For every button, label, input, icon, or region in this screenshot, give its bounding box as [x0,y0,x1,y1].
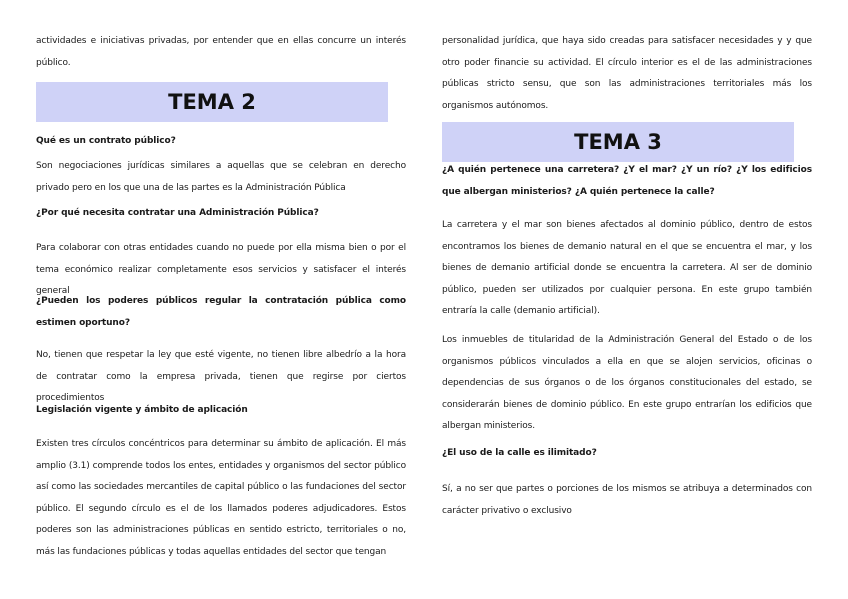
question-necesita-contratar: ¿Por qué necesita contratar una Administración Pública? [36,208,319,218]
answer-pueden-regular: No, tienen que respetar la ley que esté vigente, no tienen libre albedrío a la hora de contratar como la empresa privada, tienen que regirse por ciertos procedimientos [36,350,406,403]
answer-necesita-contratar: Para colaborar con otras entidades cuando no puede por ella misma bien o por el tema económico realizar completamente esos servicios y satisfacer el interés general [36,243,406,296]
answer-contrato-publico: Son negociaciones jurídicas similares a aquellas que se celebran en derecho privado pero en los que una de las partes es la Administración Pública [36,161,406,193]
question-a-quien-pertenece: ¿A quién pertenece una carretera? ¿Y el mar? ¿Y un río? ¿Y los edificios que albergan ministerios? ¿A quién pertenece la calle? [442,165,812,197]
answer-carretera-mar: La carretera y el mar son bienes afectados al dominio público, dentro de estos encontramos los bienes de demanio natural en el que se encuentra el mar, y los bienes de demanio artificial donde se encuentra la carretera. Al ser de dominio público, pueden ser utilizados por cualquier persona. En este grupo también entraría la calle (demanio artificial). [442,220,812,316]
tema-3-heading: TEMA 3 [442,122,794,162]
intro-paragraph: actividades e iniciativas privadas, por entender que en ellas concurre un interés público. [36,36,406,68]
answer-uso-calle: Sí, a no ser que partes o porciones de los mismos se atribuya a determinados con carácter privativo o exclusivo [442,484,812,516]
heading-legislacion-vigente: Legislación vigente y ámbito de aplicación [36,405,248,415]
tema-2-heading: TEMA 2 [36,82,388,122]
answer-inmuebles: Los inmuebles de titularidad de la Administración General del Estado o de los organismos públicos vinculados a ella en que se alojen servicios, oficinas o dependencias de sus órganos o de los órganos constitucionales del estado, se considerarán bienes de dominio público. En este grupo entrarían los edificios que albergan ministerios. [442,335,812,431]
question-contrato-publico: Qué es un contrato público? [36,136,176,146]
paragraph-legislacion-vigente: Existen tres círculos concéntricos para determinar su ámbito de aplicación. El más amplio (3.1) comprende todos los entes, entidades y organismos del sector público así como las sociedades mercantiles de capital público o las fundaciones del sector público. El segundo círculo es el de los llamados poderes adjudicadores. Estos poderes son las administraciones públicas en sentido estricto, territoriales o no, más las fundaciones públicas y todas aquellas entidades del sector que tengan [36,439,406,557]
continuation-paragraph: personalidad jurídica, que haya sido creadas para satisfacer necesidades y y que otro poder financie su actividad. El círculo interior es el de las administraciones públicas stricto sensu, que son las administraciones territoriales más los organismos autónomos. [442,36,812,111]
question-uso-calle: ¿El uso de la calle es ilimitado? [442,448,597,458]
question-pueden-regular: ¿Pueden los poderes públicos regular la contratación pública como estimen oportuno? [36,296,406,328]
